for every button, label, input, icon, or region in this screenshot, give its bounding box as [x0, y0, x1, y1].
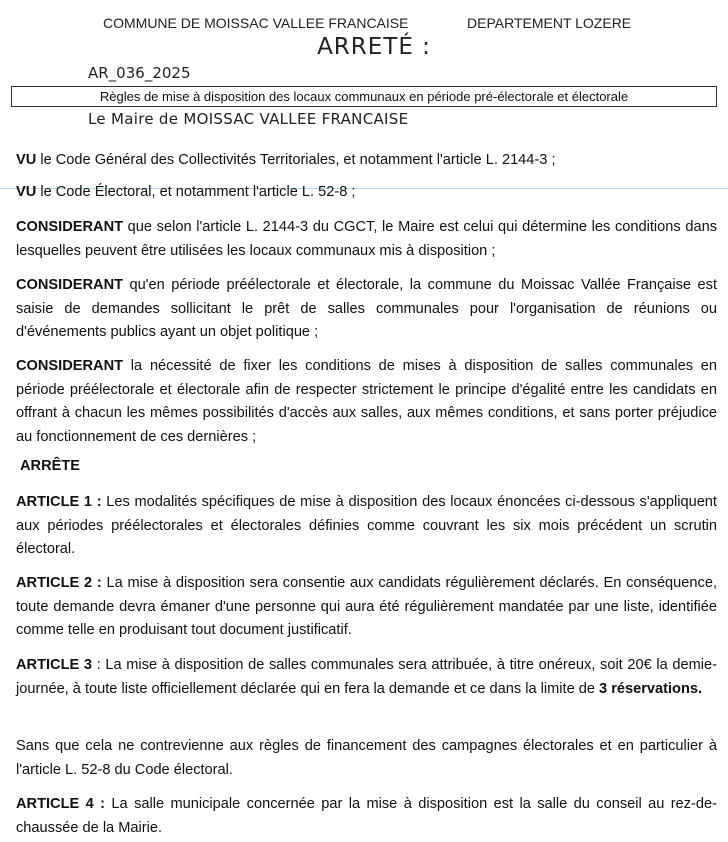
reservation-limit: 3 réservations. [599, 680, 703, 697]
article-2 [16, 572, 717, 643]
visa-text: le Code Général des Collectivités Territoriales, et notamment l'article L. 2144-3 ; [36, 152, 556, 168]
visa-label: VU [16, 152, 37, 168]
visa-text: le Code Électoral, et notamment l'article L. 52-8 ; [36, 184, 356, 200]
article-label: ARTICLE 4 : [16, 796, 106, 812]
article-1 [16, 491, 717, 562]
commune-name: COMMUNE DE MOISSAC VALLEE FRANCAISE [103, 15, 409, 31]
considerant-label: CONSIDERANT [16, 219, 124, 235]
visa-2 [16, 181, 717, 205]
article-3 [16, 654, 717, 701]
article-text: La mise à disposition sera consentie aux candidats régulièrement déclarés. En conséquence, toute demande devra émaner d'une personne qui aura été régulièrement mandatée par une liste, identifiée comme telle en produisant tout document justificatif. [16, 575, 717, 638]
considerant-text: la nécessité de fixer les conditions de mises à disposition de salles communales en période préélectorale et électorale afin de respecter strictement le principe d'égalité entre les candidats en offrant à chacun les mêmes possibilités d'accès aux salles, aux mêmes conditions, et sans porter préjudice au fonctionnement de ces dernières ; [16, 358, 717, 445]
article-label: ARTICLE 3 [16, 657, 93, 673]
article-label: ARTICLE 1 : [16, 494, 102, 510]
article-text: : La mise à disposition de salles communales sera attribuée, à titre onéreux, soit 20€ la demie-journée, à toute liste officiellement déclarée qui en fera la demande et ce dans la limite de [16, 657, 717, 697]
arrete-reference: AR_036_2025 [88, 64, 191, 82]
considerant-2 [16, 274, 717, 345]
considerant-text: que selon l'article L. 2144-3 du CGCT, le Maire est celui qui détermine les conditions dans lesquelles peuvent être utilisées les locaux communaux mis à disposition ; [16, 219, 717, 259]
subject-text: Règles de mise à disposition des locaux communaux en période pré-électorale et électorale [99, 89, 629, 104]
arrete-heading: ARRÊTE [20, 458, 80, 474]
document-title: ARRETÉ : [317, 34, 431, 60]
article-4 [16, 793, 717, 840]
considerant-label: CONSIDERANT [16, 277, 124, 293]
visa-label: VU [16, 184, 37, 200]
considerant-3 [16, 355, 717, 449]
article-text: Les modalités spécifiques de mise à disposition des locaux énoncées ci-dessous s'appliquent aux périodes préélectorales et électorales définies comme couvrant les six mois précédent un scrutin électoral. [16, 494, 717, 557]
maire-line: Le Maire de MOISSAC VALLEE FRANCAISE [88, 110, 409, 128]
considerant-text: qu'en période préélectorale et électorale, la commune du Moissac Vallée Française est saisie de demandes sollicitant le prêt de salles communales pour l'organisation de réunions ou d'événements publics ayant un objet politique ; [16, 277, 717, 340]
article-label: ARTICLE 2 : [16, 575, 102, 591]
article-text: La salle municipale concernée par la mise à disposition est la salle du conseil au rez-de-chaussée de la Mairie. [16, 796, 717, 836]
article-3-note [16, 735, 717, 782]
visa-1 [16, 149, 717, 173]
departement-name: DEPARTEMENT LOZERE [467, 15, 632, 31]
subject-box [11, 86, 717, 107]
considerant-label: CONSIDERANT [16, 358, 124, 374]
article-text: Sans que cela ne contrevienne aux règles de financement des campagnes électorales et en particulier à l'article L. 52-8 du Code électoral. [16, 738, 717, 778]
considerant-1 [16, 216, 717, 263]
